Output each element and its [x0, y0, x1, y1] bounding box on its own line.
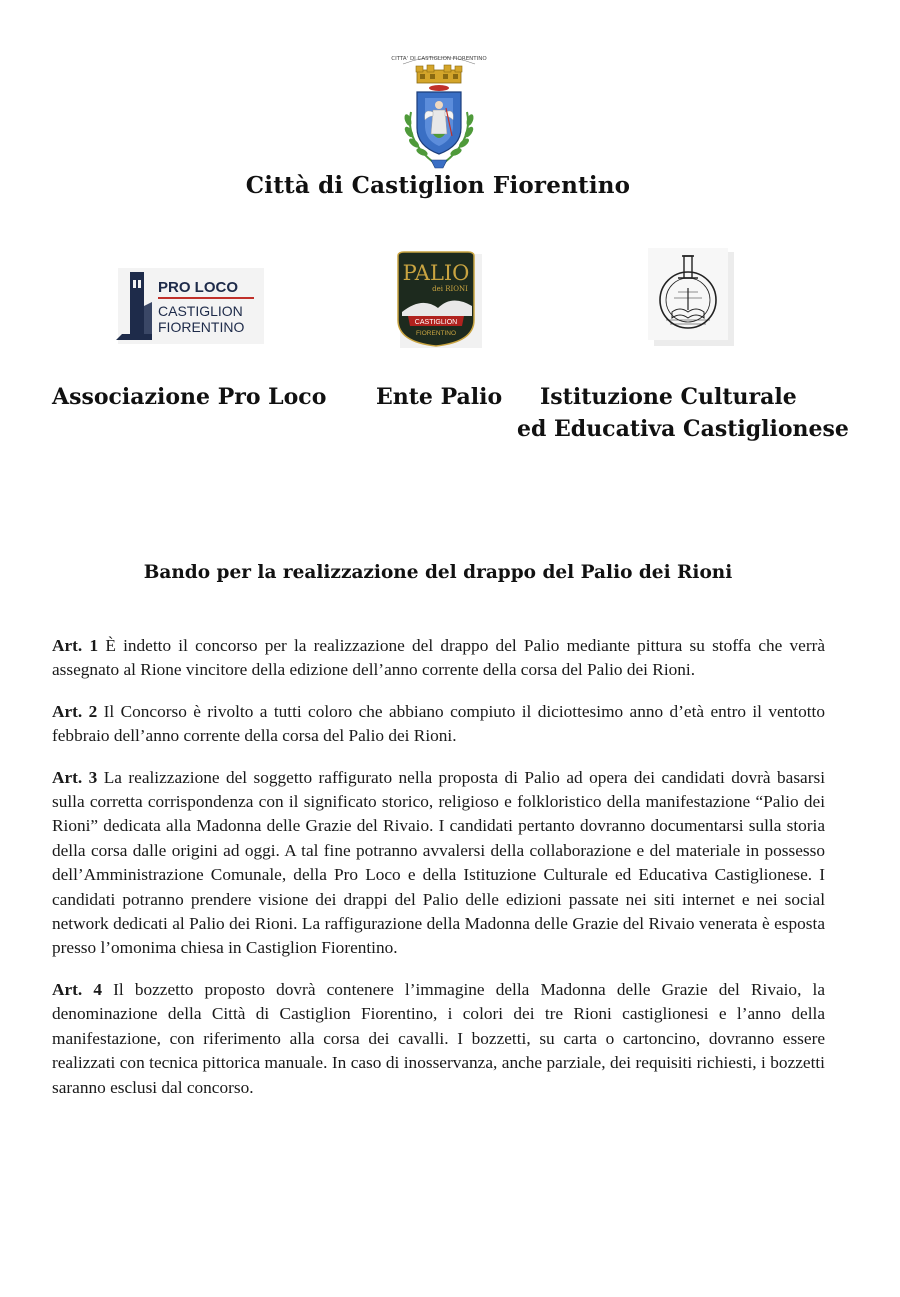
org-label-istituzione-line1: Istituzione Culturale [540, 384, 797, 410]
proloco-logo-line2: CASTIGLION [158, 303, 243, 319]
palio-dei-rioni-logo-icon [394, 250, 482, 348]
org-label-ente-palio: Ente Palio [376, 384, 503, 410]
pro-loco-tower-logo-icon [114, 266, 264, 346]
article-text: Il Concorso è rivolto a tutti coloro che abbiano compiuto il diciottesimo anno d’età entro il ventotto febbraio dell’anno corrente della corsa del Palio dei Rioni. [52, 701, 825, 746]
palio-logo-line2: dei RIONI [432, 285, 468, 293]
article-text: È indetto il concorso per la realizzazione del drappo del Palio mediante pittura su stoffa che verrà assegnato al Rione vincitore della edizione dell’anno corrente della corsa del Palio dei Rioni. [52, 636, 826, 680]
article-3 [52, 766, 825, 961]
article-label: Art. 3 [52, 767, 98, 787]
palio-logo-line4: FIORENTINO [415, 330, 457, 337]
proloco-logo-line1: PRO LOCO [158, 279, 239, 296]
palio-logo-line1: PALIO [402, 261, 470, 285]
org-label-istituzione-line2: ed Educativa Castiglionese [517, 416, 849, 442]
castiglion-fiorentino-coat-of-arms-icon [389, 50, 489, 172]
articles-list [52, 634, 825, 1117]
bando-title: Bando per la realizzazione del drappo del Palio dei Rioni [143, 562, 733, 583]
palio-logo-line3: CASTIGLION [414, 319, 458, 326]
article-label: Art. 1 [52, 636, 99, 655]
org-label-pro-loco: Associazione Pro Loco [52, 384, 327, 410]
article-1 [52, 634, 825, 683]
article-text: Il bozzetto proposto dovrà contenere l’immagine della Madonna delle Grazie del Rivaio, la denominazione della Città di Castiglion Fiorentino, i colori dei tre Rioni castiglionesi e l’anno della manifestazione, con riferimento alla corsa dei cavalli. I bozzetti, su carta o cartoncino, dovranno essere realizzati con tecnica pittorica manuale. In caso di inosservanza, anche parziale, dei requisiti richiesti, i bozzetti saranno esclusi dal concorso. [52, 979, 826, 1097]
crest-motto: CITTA' DI CASTIGLION FIORENTINO [391, 56, 487, 62]
article-4 [52, 978, 825, 1100]
article-label: Art. 4 [52, 979, 103, 999]
city-title: Città di Castiglion Fiorentino [245, 172, 631, 199]
article-label: Art. 2 [52, 701, 98, 721]
article-text: La realizzazione del soggetto raffigurato nella proposta di Palio ad opera dei candidati dovrà basarsi sulla corretta corrispondenza con il significato storico, religioso e folkloristico della manifestazione “Palio dei Rioni” dedicata alla Madonna delle Grazie del Rivaio. I candidati pertanto dovranno documentarsi sulla storia della corsa dalle origini ad oggi. A tal fine potranno avvalersi della collaborazione e del materiale in possesso dell’Amministrazione Comunale, della Pro Loco e della Istituzione Culturale ed Educativa Castiglionese. I candidati potranno prendere visione dei drappi del Palio delle edizioni passate nei siti internet e nei social network dedicati al Palio dei Rioni. La raffigurazione della Madonna delle Grazie del Rivaio venerata è esposta presso l’omonima chiesa in Castiglion Fiorentino. [52, 767, 825, 958]
proloco-logo-line3: FIORENTINO [158, 319, 245, 335]
istituzione-culturale-seal-icon [648, 248, 734, 346]
article-2 [52, 700, 825, 749]
